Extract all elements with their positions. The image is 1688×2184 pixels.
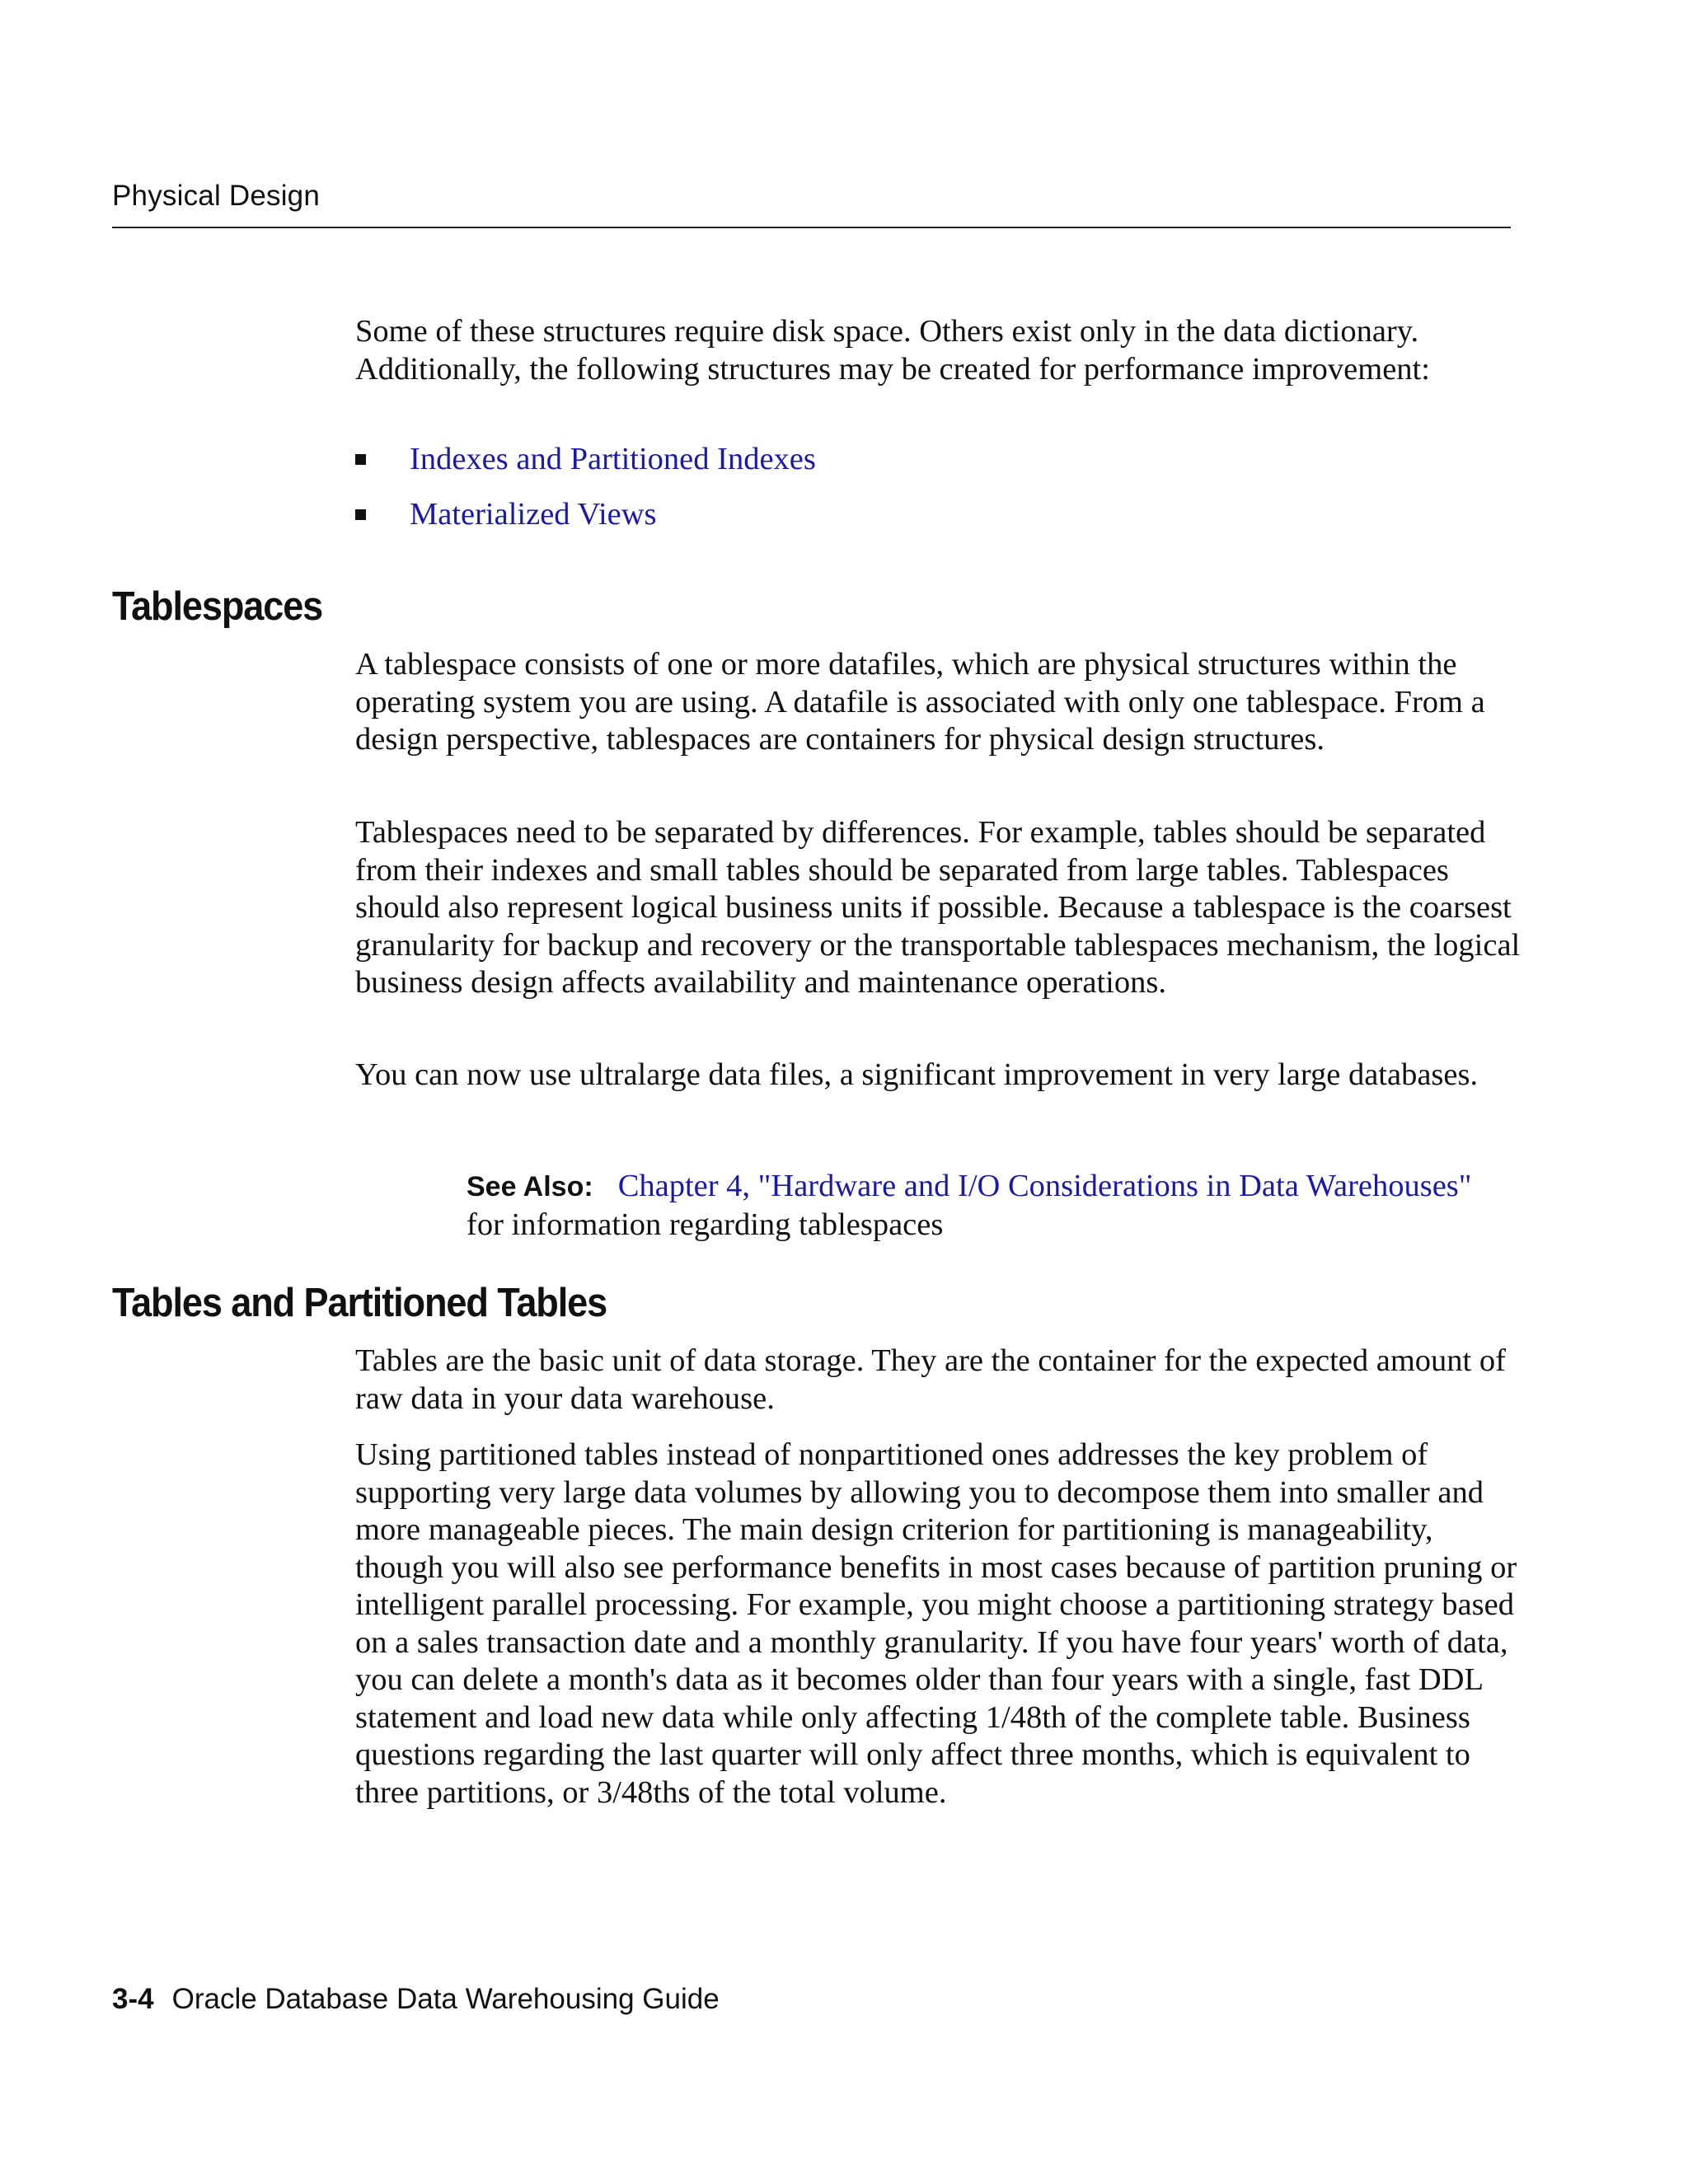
tables-paragraph: Using partitioned tables instead of nonpartitioned ones addresses the key problem of supporting very large data volumes by allowing you to decompose them into smaller and more manageable pieces. The main design criterion for partitioning is manageability, though you will also see performance benefits in most cases because of partition pruning or intelligent parallel processing. For example, you might choose a partitioning strategy based on a sales transaction date and a monthly granularity. If you have four years' worth of data, you can delete a month's data as it becomes older than four years with a single, fast DDL statement and load new data while only affecting 1/48th of the complete table. Business questions regarding the last quarter will only affect three months, which is equivalent to three partitions, or 3/48ths of the total volume. bbox=[355, 1437, 1517, 1810]
heading-tablespaces: Tablespaces bbox=[112, 584, 323, 629]
square-bullet-icon bbox=[355, 509, 366, 520]
tablespaces-paragraph: Tablespaces need to be separated by differences. For example, tables should be separated from their indexes and small tables should be separated from large tables. Tablespaces should also represent logical business units if possible. Because a tablespace is the coarsest granularity for backup and recovery or the transportable tablespaces mechanism, the logical business design affects availability and maintenance operations. bbox=[355, 815, 1521, 1000]
book-title: Oracle Database Data Warehousing Guide bbox=[171, 1983, 720, 2015]
page-footer bbox=[112, 1983, 720, 2016]
tables-paragraph: Tables are the basic unit of data storage. They are the container for the expected amount of raw data in your data warehouse. bbox=[355, 1343, 1506, 1416]
link-materialized-views[interactable]: Materialized Views bbox=[410, 497, 657, 532]
header-rule bbox=[112, 227, 1511, 228]
square-bullet-icon bbox=[355, 454, 366, 465]
link-indexes-and-partitioned-indexes[interactable]: Indexes and Partitioned Indexes bbox=[410, 442, 816, 476]
see-also-text: for information regarding tablespaces bbox=[467, 1207, 944, 1242]
tablespaces-paragraph: You can now use ultralarge data files, a significant improvement in very large databases. bbox=[355, 1057, 1479, 1092]
see-also-label: See Also: bbox=[467, 1171, 593, 1202]
see-also-note bbox=[467, 1168, 1472, 1244]
page-number: 3-4 bbox=[112, 1983, 154, 2015]
link-chapter-4[interactable]: Chapter 4, "Hardware and I/O Considerations in Data Warehouses" bbox=[617, 1169, 1472, 1203]
tablespaces-paragraph: A tablespace consists of one or more datafiles, which are physical structures within the operating system you are using. A datafile is associated with only one tablespace. From a design perspective, tablespaces are containers for physical design structures. bbox=[355, 647, 1485, 757]
intro-paragraph: Some of these structures require disk space. Others exist only in the data dictionary. Additionally, the following structures may be created for performance improvement: bbox=[355, 314, 1430, 387]
heading-tables-and-partitioned-tables: Tables and Partitioned Tables bbox=[112, 1281, 607, 1325]
running-header: Physical Design bbox=[112, 180, 320, 212]
